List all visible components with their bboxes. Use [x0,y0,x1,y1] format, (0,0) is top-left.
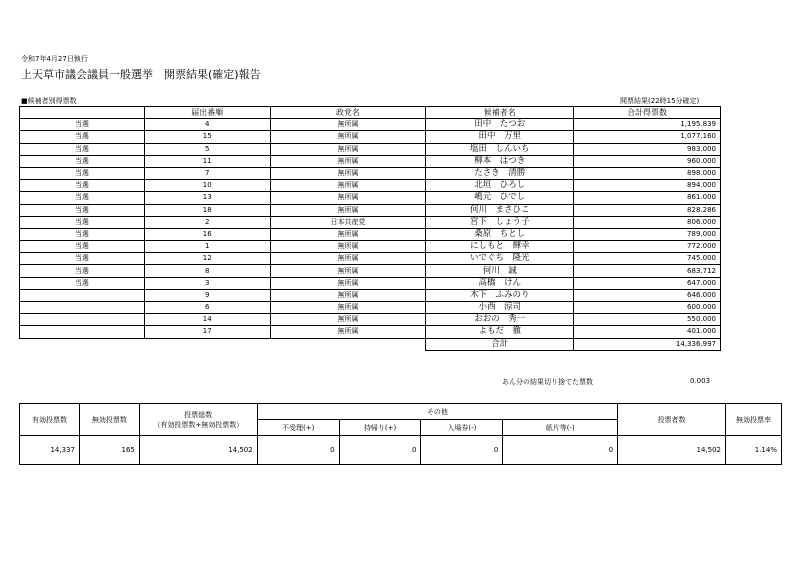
taken-home-header: 持帰り(+) [339,420,421,436]
candidate-votes: 683.712 [574,265,721,277]
section-label: ■候補者別得票数 [21,97,77,105]
candidate-name: 嶋元 ひでし [426,192,574,204]
voters-header: 投票者数 [618,404,726,436]
candidate-result: 当選 [20,167,145,179]
candidate-no: 6 [144,302,270,314]
candidate-no: 14 [144,314,270,326]
candidate-party: 無所属 [270,119,426,131]
candidate-row [20,228,721,240]
page-title: 上天草市議会議員一般選挙 開票結果(確定)報告 [21,68,261,81]
candidate-row [20,314,721,326]
total-votes: 14,336.997 [574,338,721,350]
candidate-votes: 1,077.160 [574,131,721,143]
col-party-header: 政党名 [270,107,426,119]
candidate-name: にしもと 輝幸 [426,241,574,253]
candidate-no: 9 [144,289,270,301]
candidates-header-row [20,107,721,119]
total-votes-header-line2: （有効投票数+無効投票数） [153,420,244,429]
candidate-party: 無所属 [270,302,426,314]
count-status: 開票結果(22時15分確定) [620,97,700,105]
candidate-votes: 983.000 [574,143,721,155]
candidate-name: 高橋 けん [426,277,574,289]
candidate-party: 無所属 [270,180,426,192]
candidate-result [20,289,145,301]
candidate-votes: 894.000 [574,180,721,192]
invalid-votes-value: 165 [79,436,139,465]
candidate-name: おおの 秀一 [426,314,574,326]
candidate-no: 3 [144,277,270,289]
col-result-header [20,107,145,119]
candidate-name: いでぐち 隆光 [426,253,574,265]
candidate-no: 15 [144,131,270,143]
candidate-row [20,216,721,228]
candidate-no: 18 [144,204,270,216]
valid-votes-value: 14,337 [20,436,80,465]
candidate-party: 無所属 [270,241,426,253]
total-votes-header-line1: 投票総数 [184,410,213,419]
candidate-no: 4 [144,119,270,131]
candidate-votes: 600.000 [574,302,721,314]
candidate-party: 無所属 [270,289,426,301]
candidate-votes: 960.000 [574,155,721,167]
candidate-votes: 646.000 [574,289,721,301]
not-accepted-header: 不受理(+) [257,420,339,436]
candidate-result: 当選 [20,216,145,228]
candidate-row [20,180,721,192]
not-accepted-value: 0 [257,436,339,465]
candidate-row [20,302,721,314]
candidate-votes: 745.000 [574,253,721,265]
entry-tickets-value: 0 [421,436,503,465]
candidate-votes: 789.000 [574,228,721,240]
candidate-votes: 550.000 [574,314,721,326]
candidate-party: 無所属 [270,314,426,326]
candidate-votes: 861.000 [574,192,721,204]
candidate-party: 無所属 [270,265,426,277]
candidate-votes: 898.000 [574,167,721,179]
candidate-votes: 806.000 [574,216,721,228]
other-header: その他 [257,404,617,420]
candidate-no: 11 [144,155,270,167]
total-label: 合計 [426,338,574,350]
candidate-party: 無所属 [270,326,426,338]
total-votes-value: 14,502 [139,436,257,465]
candidate-row [20,204,721,216]
candidate-result: 当選 [20,143,145,155]
candidate-name: 田中 万里 [426,131,574,143]
candidate-no: 16 [144,228,270,240]
candidate-name: 柳本 はつき [426,155,574,167]
candidate-party: 日本共産党 [270,216,426,228]
candidate-name: 宮下 しょう子 [426,216,574,228]
candidate-result [20,302,145,314]
candidate-no: 2 [144,216,270,228]
candidate-result: 当選 [20,155,145,167]
candidate-votes: 647.000 [574,277,721,289]
candidate-result: 当選 [20,253,145,265]
candidate-no: 8 [144,265,270,277]
candidate-name: よもだ 徹 [426,326,574,338]
candidate-name: 桑原 ちとし [426,228,574,240]
candidate-row [20,155,721,167]
candidate-no: 1 [144,241,270,253]
total-row [20,338,721,350]
col-votes-header: 合計得票数 [574,107,721,119]
summary-table [19,403,782,465]
candidate-votes: 401.000 [574,326,721,338]
voters-value: 14,502 [618,436,726,465]
candidate-no: 13 [144,192,270,204]
candidate-party: 無所属 [270,228,426,240]
candidate-name: 塩田 しんいち [426,143,574,155]
candidate-name: 北垣 ひろし [426,180,574,192]
remainder-label: あん分の結果切り捨てた票数 [502,378,593,386]
candidates-table [19,106,721,351]
summary-values-row [20,436,782,465]
candidate-name: 何川 誠 [426,265,574,277]
candidate-name: 田中 たつお [426,119,574,131]
candidate-result: 当選 [20,180,145,192]
invalid-rate-value: 1.14% [726,436,782,465]
candidate-party: 無所属 [270,204,426,216]
candidate-name: 木下 ふみのり [426,289,574,301]
candidate-row [20,326,721,338]
candidate-result: 当選 [20,131,145,143]
candidate-party: 無所属 [270,167,426,179]
candidate-party: 無所属 [270,155,426,167]
candidate-row [20,277,721,289]
candidate-row [20,119,721,131]
candidate-name: 何川 まさひこ [426,204,574,216]
paper-slips-header: 紙片等(-) [503,420,618,436]
candidate-row [20,241,721,253]
candidate-result: 当選 [20,228,145,240]
candidate-result: 当選 [20,265,145,277]
election-date: 令和7年4月27日執行 [21,55,88,63]
valid-votes-header: 有効投票数 [20,404,80,436]
candidate-name: 小西 涼司 [426,302,574,314]
candidate-row [20,253,721,265]
entry-tickets-header: 入場券(-) [421,420,503,436]
candidate-votes: 828.286 [574,204,721,216]
candidate-row [20,289,721,301]
candidate-no: 12 [144,253,270,265]
candidate-no: 10 [144,180,270,192]
col-name-header: 候補者名 [426,107,574,119]
candidate-row [20,131,721,143]
total-votes-header [139,404,257,436]
candidate-no: 5 [144,143,270,155]
candidate-party: 無所属 [270,277,426,289]
candidate-row [20,143,721,155]
candidate-result: 当選 [20,192,145,204]
candidate-party: 無所属 [270,131,426,143]
candidate-result: 当選 [20,119,145,131]
col-number-header: 届出番順 [144,107,270,119]
candidate-votes: 772.000 [574,241,721,253]
candidate-party: 無所属 [270,192,426,204]
remainder-value: 0.003 [690,377,711,385]
candidate-party: 無所属 [270,253,426,265]
candidate-result [20,314,145,326]
candidate-row [20,167,721,179]
candidate-no: 17 [144,326,270,338]
candidate-result: 当選 [20,204,145,216]
candidate-no: 7 [144,167,270,179]
candidate-name: たさき 清勝 [426,167,574,179]
invalid-votes-header: 無効投票数 [79,404,139,436]
paper-slips-value: 0 [503,436,618,465]
candidate-row [20,265,721,277]
invalid-rate-header: 無効投票率 [726,404,782,436]
candidate-result: 当選 [20,241,145,253]
candidate-votes: 1,195.839 [574,119,721,131]
candidate-result: 当選 [20,277,145,289]
taken-home-value: 0 [339,436,421,465]
candidate-row [20,192,721,204]
candidate-party: 無所属 [270,143,426,155]
candidate-result [20,326,145,338]
